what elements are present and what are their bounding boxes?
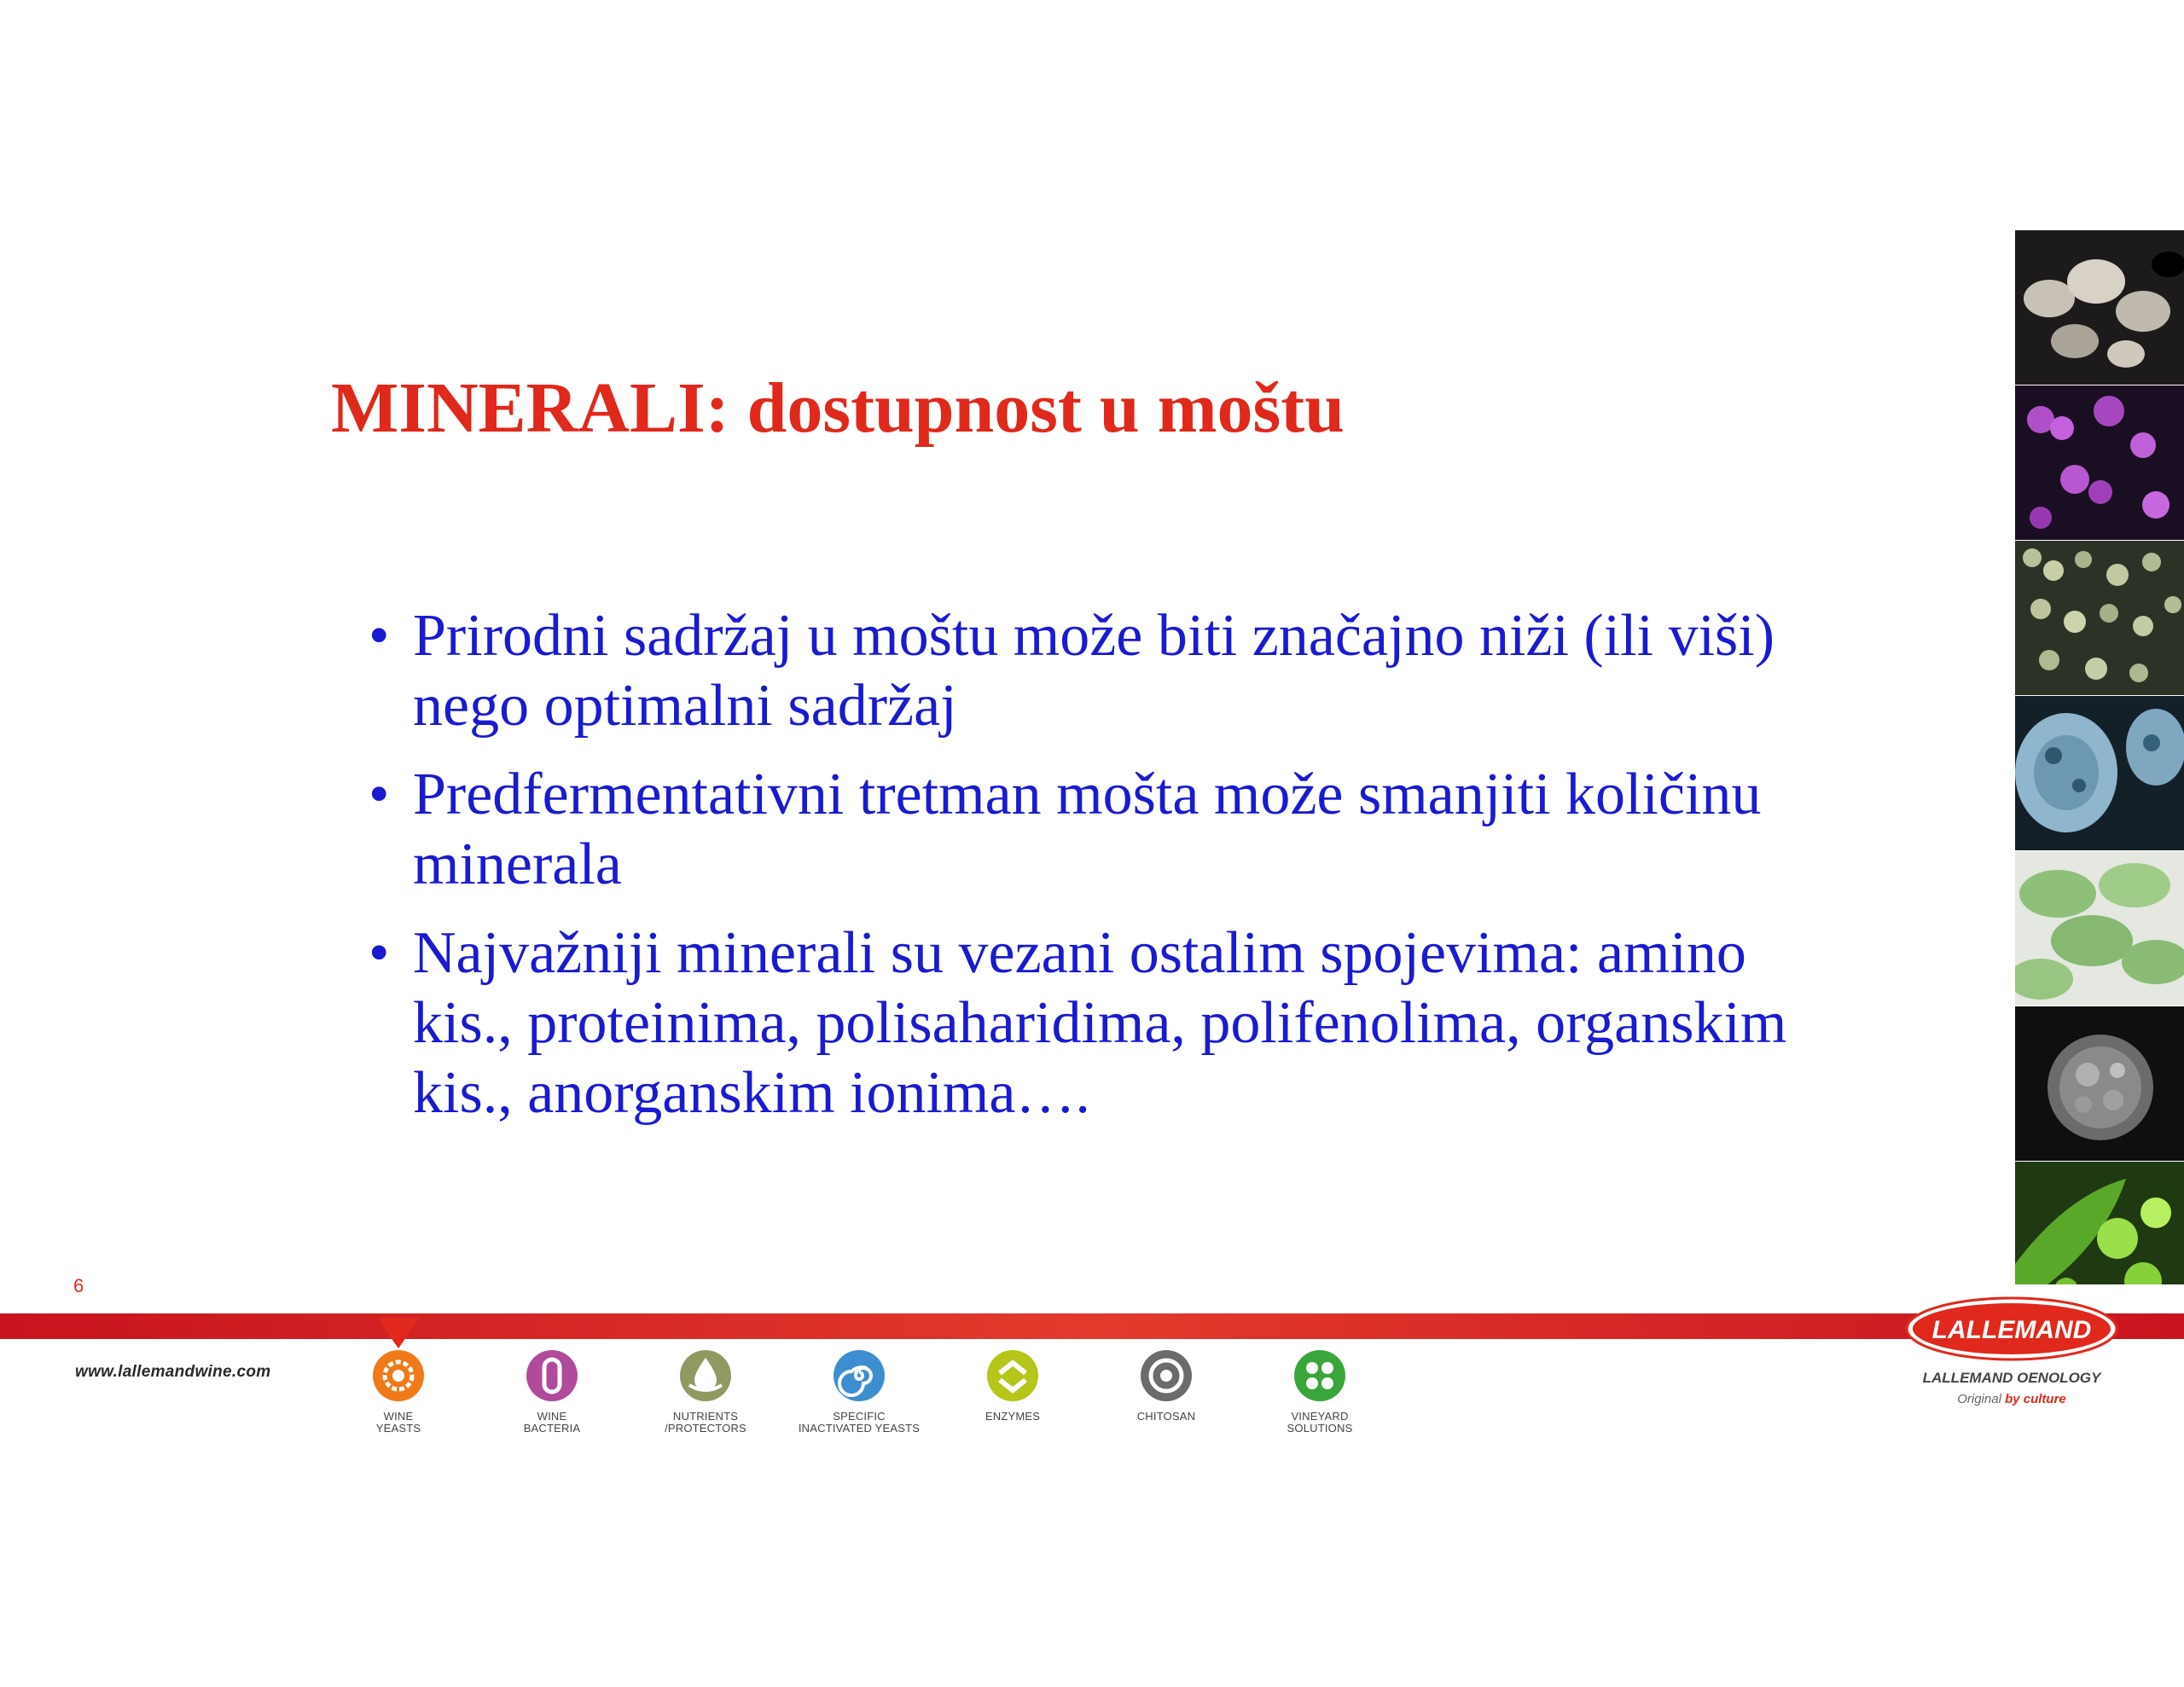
enzyme-icon [985, 1348, 1041, 1404]
bullet-dot: • [369, 920, 390, 986]
category-enzymes[interactable] [940, 1348, 1085, 1423]
drop-icon [677, 1348, 734, 1404]
brand-tagline [1901, 1392, 2123, 1406]
yeast-cluster-image [2015, 541, 2184, 695]
category-chitosan[interactable] [1094, 1348, 1239, 1423]
bacteria-purple-image [2015, 386, 2184, 540]
bullet-dot: • [369, 603, 390, 669]
category-label: NUTRIENTS /PROTECTORS [665, 1410, 746, 1435]
category-label: SPECIFIC INACTIVATED YEASTS [798, 1410, 921, 1435]
bacteria-icon [524, 1348, 580, 1404]
lallemand-badge [1905, 1296, 2118, 1361]
footer-red-band [0, 1313, 2184, 1339]
spiral-icon [831, 1348, 887, 1404]
category-label: WINE BACTERIA [523, 1410, 581, 1435]
flower-icon [370, 1348, 427, 1404]
brand-name: LALLEMAND [1931, 1316, 2092, 1344]
brand-subtitle: LALLEMAND OENOLOGY [1922, 1370, 2101, 1386]
lallemand-logo[interactable] [1901, 1296, 2123, 1406]
bullet-text: Najvažniji minerali su vezani ostalim spojevima: amino kis., proteinima, polisaharidima, polifenolima, organskim kis., anorganskim ionima…. [413, 920, 1787, 1126]
green-discs-image [2015, 851, 2184, 1006]
category-nutrients-protectors[interactable] [633, 1348, 778, 1435]
category-label: CHITOSAN [1136, 1410, 1196, 1423]
tagline-emphasis: by culture [2005, 1392, 2066, 1406]
category-wine-yeasts[interactable] [326, 1348, 471, 1435]
bullet-text: Prirodni sadržaj u moštu može biti značajno niži (ili viši) nego optimalni sadržaj [413, 603, 1775, 739]
page-number: 6 [73, 1275, 84, 1296]
virus-image [2015, 1006, 2184, 1161]
microscopy-photo-strip [2015, 230, 2184, 1284]
yeast-cells-image [2015, 230, 2184, 385]
category-specific-inactivated-yeasts[interactable] [787, 1348, 932, 1435]
category-label: ENZYMES [985, 1410, 1041, 1423]
bullet-item [365, 919, 1815, 1128]
category-wine-bacteria[interactable] [479, 1348, 624, 1435]
bullet-item [365, 601, 1815, 741]
active-category-pointer [377, 1318, 420, 1348]
bullet-item [365, 760, 1815, 900]
slide-title: MINERALI: dostupnost u moštu [331, 368, 1345, 448]
bullet-text: Predfermentativni tretman mošta može smanjiti količinu minerala [413, 762, 1762, 897]
cell-blue-image [2015, 696, 2184, 850]
tagline-prefix: Original [1957, 1392, 2006, 1406]
clover-icon [1292, 1348, 1348, 1404]
website-url[interactable]: www.lallemandwine.com [75, 1363, 271, 1381]
category-label: WINE YEASTS [375, 1410, 421, 1435]
target-icon [1138, 1348, 1194, 1404]
bullet-list [365, 601, 1815, 1147]
green-leaf-image [2015, 1162, 2184, 1284]
category-vineyard-solutions[interactable] [1247, 1348, 1392, 1435]
category-label: VINEYARD SOLUTIONS [1287, 1410, 1353, 1435]
bullet-dot: • [369, 762, 390, 827]
